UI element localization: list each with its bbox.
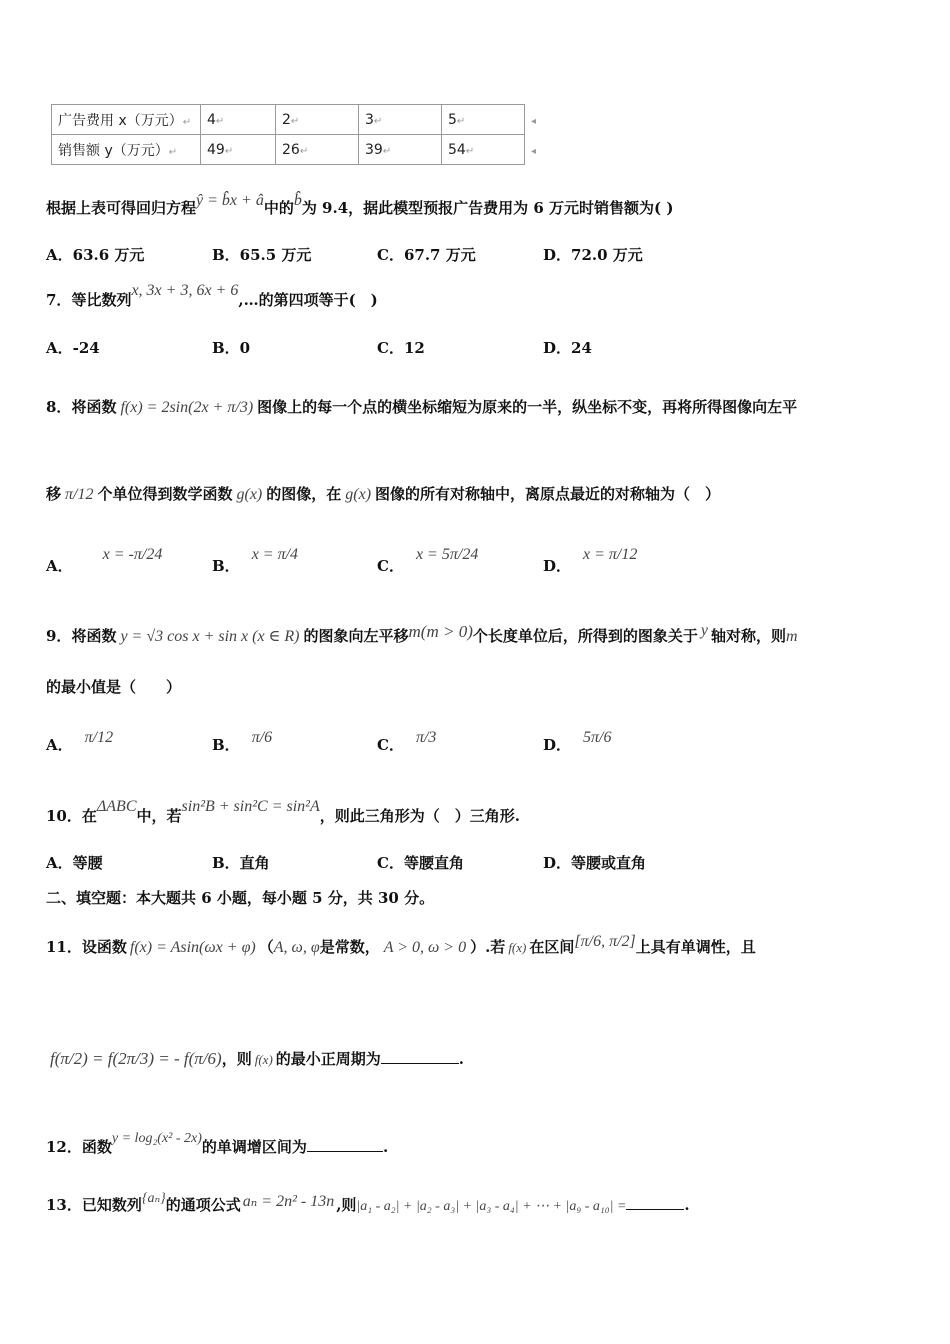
q10-option-c: C．等腰直角 bbox=[377, 854, 464, 872]
q9-option-a: A． π/12 bbox=[46, 729, 114, 754]
q9-option-b: B． π/6 bbox=[212, 729, 273, 754]
q9-option-d: D． 5π/6 bbox=[543, 729, 612, 754]
q8-option-c: C．x = 5π/24 bbox=[377, 546, 479, 575]
q9-stem-line1: 9．将函数 y = √3 cos x + sin x (x ∈ R) 的图象向左平移m(m > 0)个长度单位后，所得到的图象关于 y 轴对称，则m bbox=[46, 622, 798, 645]
q10-stem: 10．在ΔABC中，若sin²B + sin²C = sin²A，则此三角形为（ ）三角形. bbox=[46, 798, 520, 825]
table-cell: 54↵ bbox=[442, 135, 525, 165]
table-row bbox=[52, 135, 543, 165]
table-cell: 5↵ bbox=[442, 105, 525, 135]
table-cell: ◂ bbox=[525, 135, 543, 165]
q9-stem-line2: 的最小值是（ ） bbox=[46, 678, 182, 696]
table-cell: 4↵ bbox=[201, 105, 276, 135]
q7-option-b: B．0 bbox=[212, 339, 251, 357]
table-cell: 广告费用 x（万元）↵ bbox=[52, 105, 201, 135]
q6-option-a: A．63.6 万元 bbox=[46, 246, 145, 264]
table-cell: 销售额 y（万元）↵ bbox=[52, 135, 201, 165]
q9-option-c: C． π/3 bbox=[377, 729, 437, 754]
table-cell: 26↵ bbox=[276, 135, 359, 165]
answer-blank[interactable] bbox=[626, 1209, 684, 1210]
q8-option-a: A．x = -π/24 bbox=[46, 546, 163, 575]
q8-option-d: D．x = π/12 bbox=[543, 546, 638, 575]
table-row bbox=[52, 105, 543, 135]
table-cell: 2↵ bbox=[276, 105, 359, 135]
table-cell: 39↵ bbox=[359, 135, 442, 165]
answer-blank[interactable] bbox=[381, 1063, 459, 1064]
table-cell: ◂ bbox=[525, 105, 543, 135]
table-cell: 3↵ bbox=[359, 105, 442, 135]
q12-stem: 12．函数y = log₂(x² - 2x)的单调增区间为 . bbox=[46, 1131, 389, 1156]
section-title: 二、填空题：本大题共 6 小题，每小题 5 分，共 30 分。 bbox=[46, 889, 435, 907]
q8-option-b: B．x = π/4 bbox=[212, 546, 299, 575]
q10-option-b: B．直角 bbox=[212, 854, 270, 872]
q6-option-c: C．67.7 万元 bbox=[377, 246, 476, 264]
q6-stem: 根据上表可得回归方程ŷ = b̂x + â中的b̂为 9.4，据此模型预报广告费用为 6 万元时销售额为( ) bbox=[46, 192, 674, 217]
q10-option-a: A．等腰 bbox=[46, 854, 103, 872]
q11-stem-line1: 11．设函数 f(x) = Asin(ωx + φ) （A, ω, φ是常数， A > 0, ω > 0 ）.若 f(x) 在区间[π/6, π/2]上具有单调性，且 bbox=[46, 933, 756, 956]
q7-option-d: D．24 bbox=[543, 339, 592, 357]
table-cell: 49↵ bbox=[201, 135, 276, 165]
q13-stem: 13．已知数列{aₙ}的通项公式 aₙ = 2n² - 13n ,则|a₁ - a₂| + |a₂ - a₃| + |a₃ - a₄| + ⋯ + |a₉ - a₁₀| = . bbox=[46, 1191, 690, 1214]
q7-option-c: C．12 bbox=[377, 339, 425, 357]
q10-option-d: D．等腰或直角 bbox=[543, 854, 647, 872]
q11-stem-line2: f(π/2) = f(2π/3) = - f(π/6)，则 f(x) 的最小正周期为 . bbox=[50, 1049, 465, 1068]
q8-stem-line1: 8．将函数 f(x) = 2sin(2x + π/3) 图像上的每一个点的横坐标缩短为原来的一半，纵坐标不变，再将所得图像向左平 bbox=[46, 398, 798, 416]
q8-stem-line2: 移 π/12 个单位得到数学函数 g(x) 的图像，在 g(x) 图像的所有对称轴中，离原点最近的对称轴为（ ） bbox=[46, 485, 721, 503]
q6-option-d: D．72.0 万元 bbox=[543, 246, 643, 264]
q6-option-b: B．65.5 万元 bbox=[212, 246, 312, 264]
data-table bbox=[51, 104, 542, 165]
answer-blank[interactable] bbox=[307, 1151, 383, 1152]
q7-option-a: A．-24 bbox=[46, 339, 100, 357]
q7-stem: 7．等比数列x, 3x + 3, 6x + 6,…的第四项等于( ) bbox=[46, 282, 378, 309]
